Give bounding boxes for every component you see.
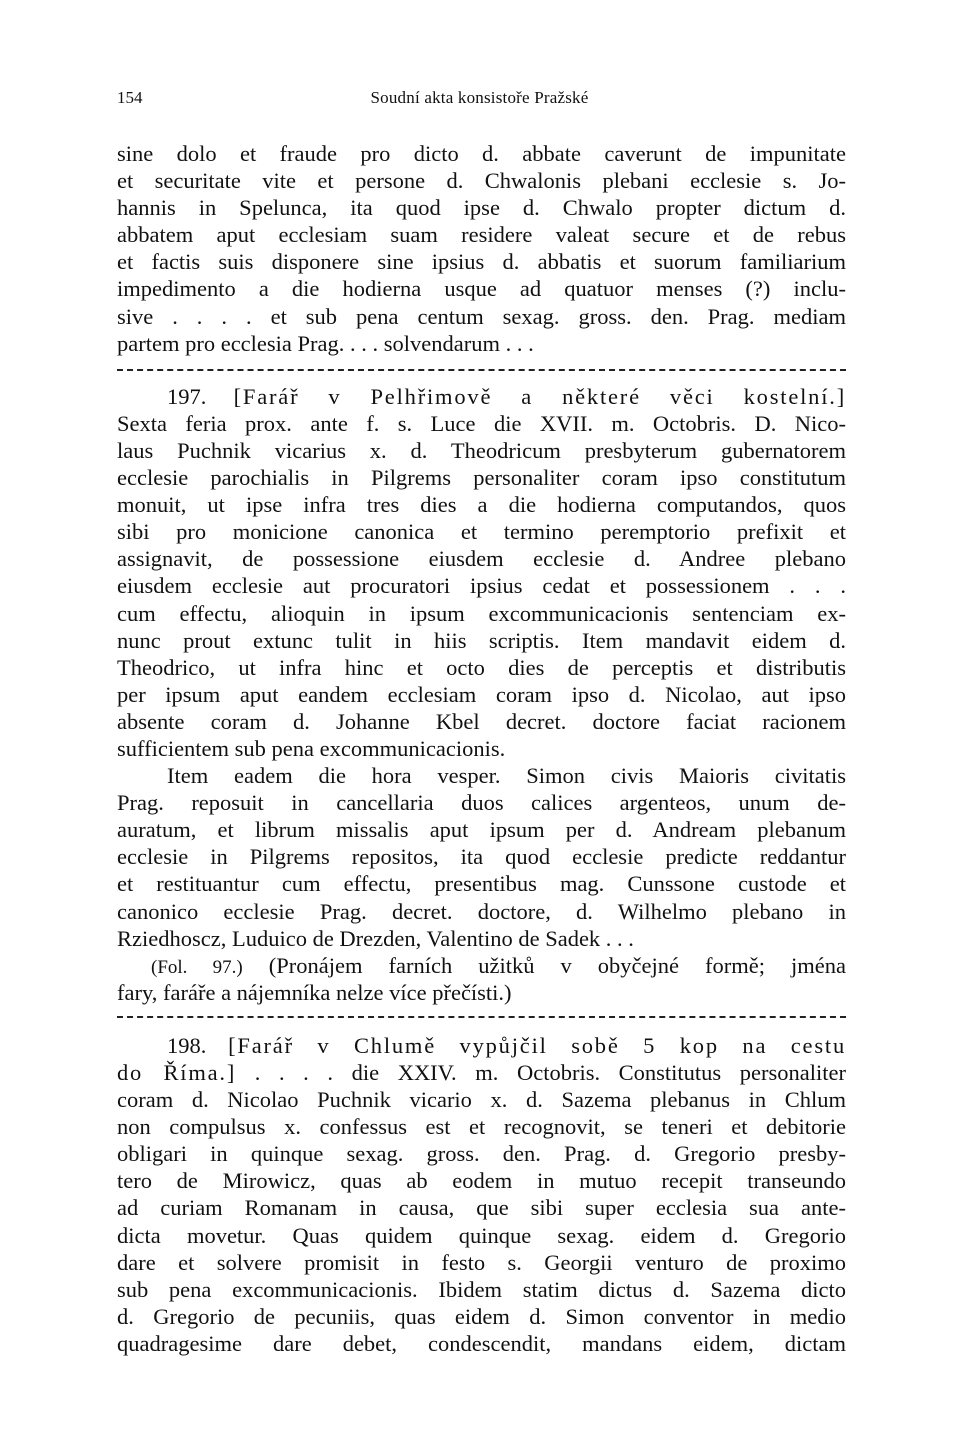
text-line: d. Gregorio de pecuniis, quas eidem d. Simon conventor in medio bbox=[117, 1303, 846, 1329]
entry-heading bbox=[117, 1032, 846, 1059]
entry-number: 198. bbox=[167, 1032, 207, 1058]
entry-197 bbox=[117, 383, 846, 1006]
text-line: cum effectu, alioquin in ipsum excommunicacionis sentenciam ex- bbox=[117, 600, 846, 626]
entry-title-continued: do Říma.] bbox=[117, 1060, 237, 1085]
text-line: dicta movetur. Quas quidem quinque sexag. eidem d. Gregorio bbox=[117, 1222, 846, 1248]
text-line: eiusdem ecclesie aut procuratori ipsius cedat et possessionem . . . bbox=[117, 573, 846, 599]
text-line: Prag. reposuit in cancellaria duos calices argenteos, unum de- bbox=[117, 790, 846, 816]
text-line: laus Puchnik vicarius x. d. Theodricum presbyterum gubernatorem bbox=[117, 437, 846, 463]
text-line: absente coram d. Johanne Kbel decret. doctore faciat racionem bbox=[117, 708, 846, 734]
text-line: per ipsum aput eandem ecclesiam coram ipso d. Nicolao, aut ipso bbox=[117, 681, 846, 707]
continued-paragraph bbox=[117, 140, 846, 357]
editor-note bbox=[117, 952, 846, 979]
text-line: sine dolo et fraude pro dicto d. abbate caverunt de impunitate bbox=[117, 141, 846, 166]
entry-number: 197. bbox=[167, 383, 207, 409]
text-line: Rziedhoscz, Luduico de Drezden, Valentino de Sadek . . . bbox=[117, 925, 634, 951]
editor-note-line: fary, faráře a nájemníka nelze více přečísti.) bbox=[117, 979, 512, 1005]
text-line: sive . . . . et sub pena centum sexag. gross. den. Prag. mediam bbox=[117, 303, 846, 329]
text-line: abbatem aput ecclesiam suam residere valeat secure et de rebus bbox=[117, 222, 846, 248]
text-line bbox=[117, 1059, 846, 1086]
text-line: et factis suis disponere sine ipsius d. abbatis et suorum familiarium bbox=[117, 249, 846, 275]
text-line: nunc prout extunc tulit in hiis scriptis. Item mandavit eidem d. bbox=[117, 627, 846, 653]
text-line: ecclesie parochialis in Pilgrems personaliter coram ipso constitutum bbox=[117, 465, 846, 491]
text-line: coram d. Nicolao Puchnik vicario x. d. Sazema plebanus in Chlum bbox=[117, 1087, 846, 1113]
entry-heading bbox=[117, 383, 846, 410]
text-line: hannis in Spelunca, ita quod ipse d. Chwalo propter dictum d. bbox=[117, 195, 846, 221]
folio-reference: (Fol. 97.) bbox=[151, 956, 243, 978]
page-header bbox=[117, 88, 842, 114]
text-line: sibi pro monicione canonica et termino peremptorio prefixit et bbox=[117, 519, 846, 545]
entry-title: [Farář v Pelhřimově a některé věci kostelní.] bbox=[233, 383, 846, 409]
text-line: obligari in quinque sexag. gross. den. Prag. d. Gregorio presby- bbox=[117, 1141, 846, 1167]
page-number: 154 bbox=[117, 88, 143, 107]
text-fragment: . . . . die XXIV. m. Octobris. Constitutus personaliter bbox=[236, 1060, 846, 1085]
text-line: Sexta feria prox. ante f. s. Luce die XVII. m. Octobris. D. Nico- bbox=[117, 410, 846, 436]
text-line: ad curiam Romanam in causa, que sibi super ecclesia sua ante- bbox=[117, 1195, 846, 1221]
note-text: (Pronájem farních užitků v obyčejné formě; jména bbox=[268, 952, 847, 978]
section-divider bbox=[117, 357, 846, 383]
text-line: tero de Mirowicz, quas ab eodem in mutuo recepit transeundo bbox=[117, 1168, 846, 1194]
text-line: impedimento a die hodierna usque ad quatuor menses (?) inclu- bbox=[117, 276, 846, 302]
text-line: et securitate vite et persone d. Chwalonis plebani ecclesie s. Jo- bbox=[117, 168, 846, 194]
text-line: sufficientem sub pena excommunicacionis. bbox=[117, 735, 506, 761]
running-head: Soudní akta konsistoře Pražské bbox=[370, 88, 589, 107]
text-line: monuit, ut ipse infra tres dies a die hodierna computandos, quos bbox=[117, 492, 846, 518]
text-line: Theodrico, ut infra hinc et octo dies de perceptis et distributis bbox=[117, 654, 846, 680]
page-body bbox=[117, 140, 846, 1357]
text-line: ecclesie in Pilgrems repositos, ita quod ecclesie predicte reddantur bbox=[117, 844, 846, 870]
text-line: dare et solvere promisit in festo s. Georgii venturo de proximo bbox=[117, 1249, 846, 1275]
text-line: Item eadem die hora vesper. Simon civis Maioris civitatis bbox=[167, 763, 846, 789]
text-line: non compulsus x. confessus est et recognovit, se teneri et debitorie bbox=[117, 1114, 846, 1140]
text-line: canonico ecclesie Prag. decret. doctore, d. Wilhelmo plebano in bbox=[117, 898, 846, 924]
text-line: et restituantur cum effectu, presentibus mag. Cunssone custode et bbox=[117, 871, 846, 897]
section-divider bbox=[117, 1006, 846, 1032]
entry-title: [Farář v Chlumě vypůjčil sobě 5 kop na cestu bbox=[228, 1032, 846, 1058]
text-line: sub pena excommunicacionis. Ibidem statim dictus d. Sazema dicto bbox=[117, 1276, 846, 1302]
text-line: assignavit, de possessione eiusdem ecclesie d. Andree plebano bbox=[117, 546, 846, 572]
text-line: auratum, et librum missalis aput ipsum per d. Andream plebanum bbox=[117, 817, 846, 843]
text-line: quadragesime dare debet, condescendit, mandans eidem, dictam bbox=[117, 1330, 846, 1356]
text-line: partem pro ecclesia Prag. . . . solvendarum . . . bbox=[117, 330, 534, 356]
entry-198 bbox=[117, 1032, 846, 1357]
